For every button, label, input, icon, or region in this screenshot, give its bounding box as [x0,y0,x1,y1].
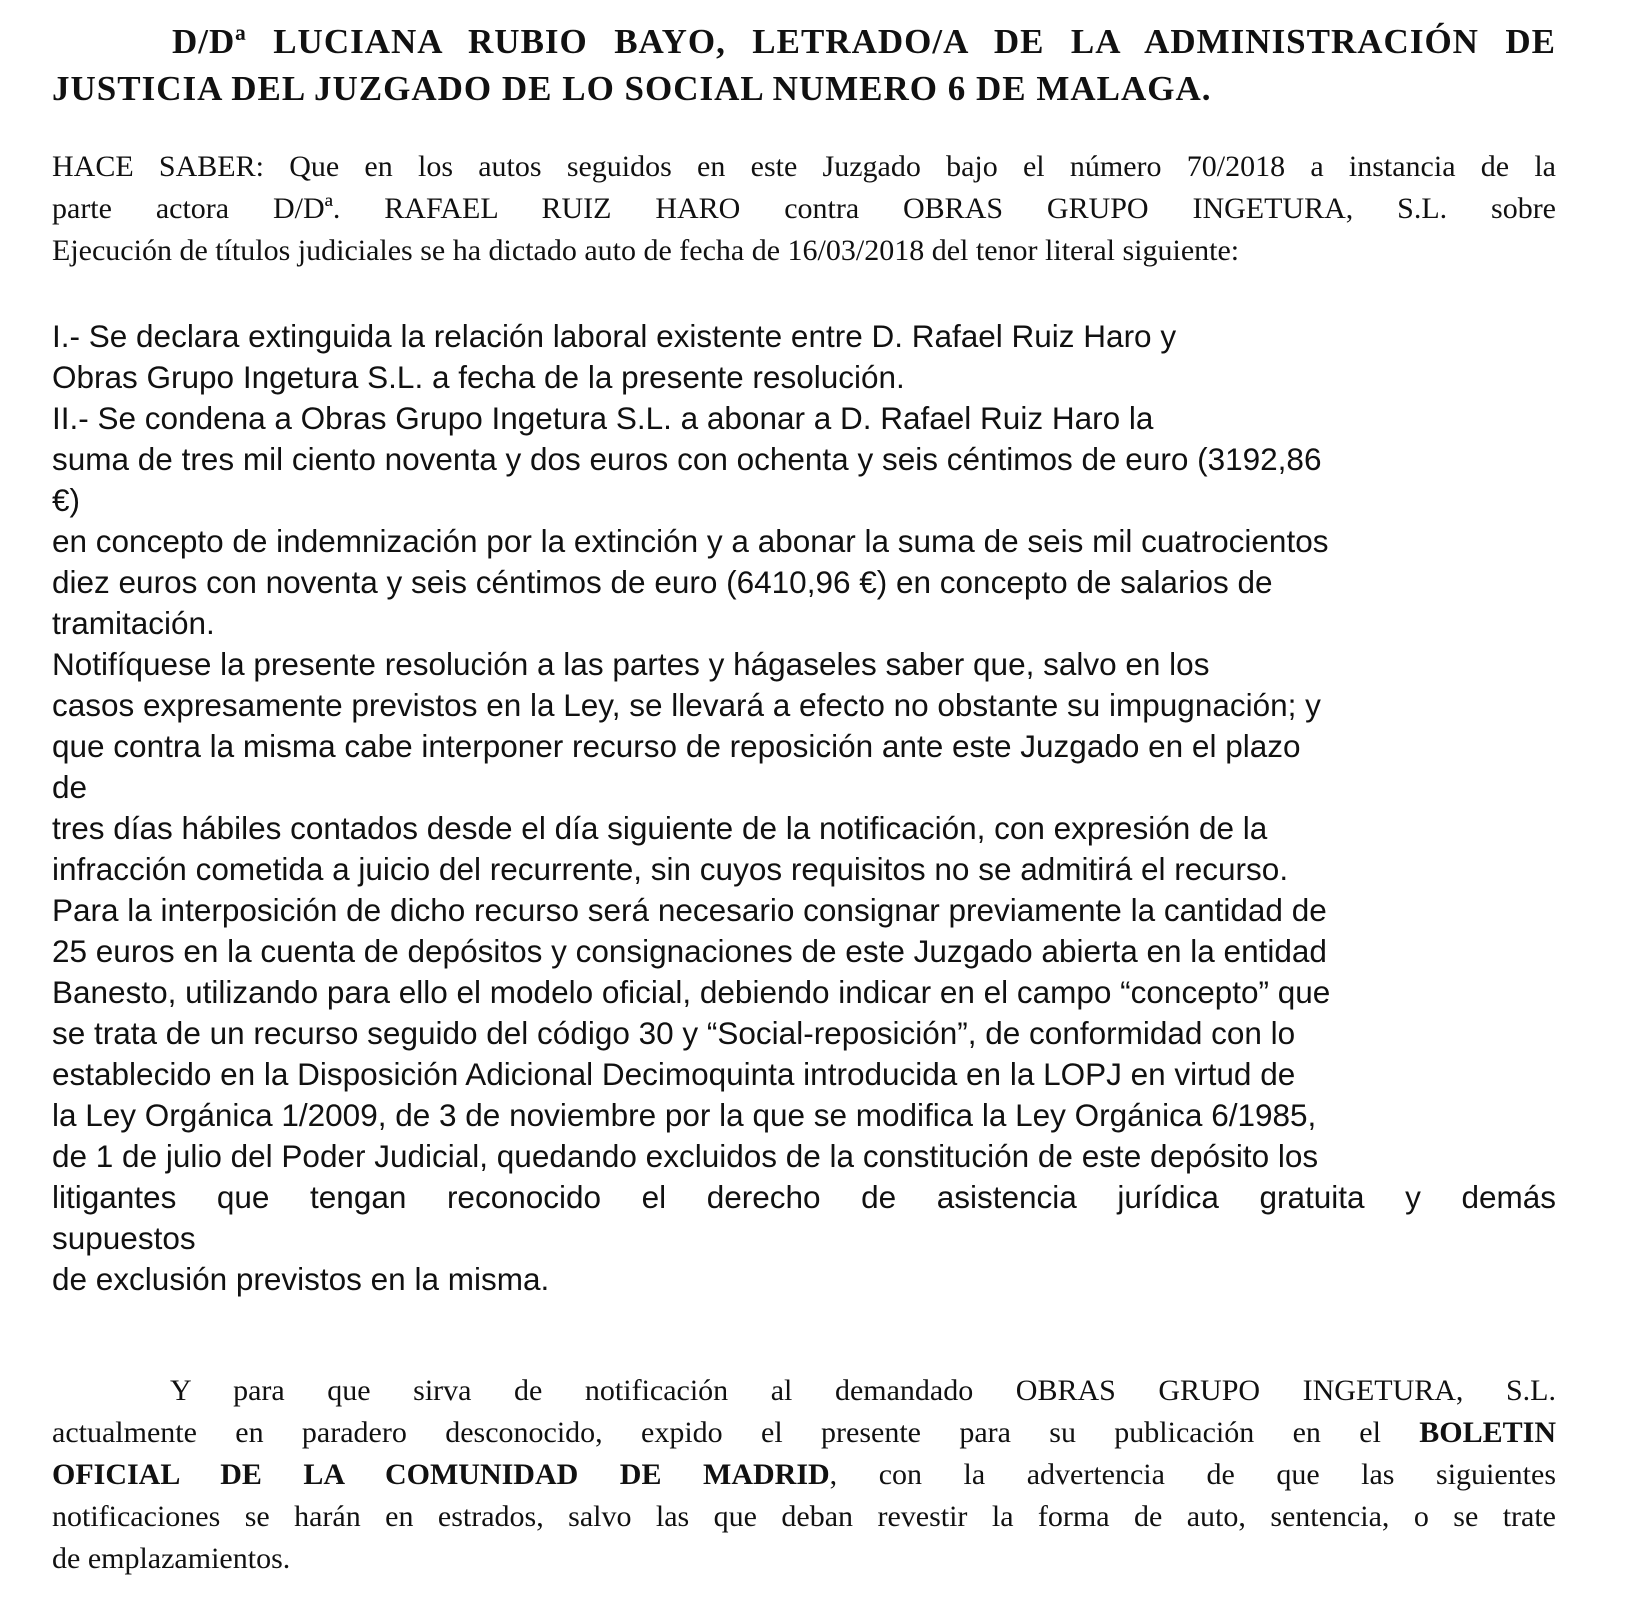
boletin-label: BOLETIN [1419,1416,1557,1449]
resolution-line: en concepto de indemnización por la extinción y a abonar la suma de seis mil cuatrocientos [52,523,1329,559]
resolution-line: tres días hábiles contados desde el día siguiente de la notificación, con expresión de la [52,810,1268,846]
intro-line-1: HACE SABER: Que en los autos seguidos en este Juzgado bajo el número 70/2018 a instancia de la [52,150,1556,183]
resolution-line: suma de tres mil ciento noventa y dos euros con ochenta y seis céntimos de euro (3192,86 [52,441,1322,477]
resolution-line: de [52,769,88,805]
resolution-line: Obras Grupo Ingetura S.L. a fecha de la presente resolución. [52,359,905,395]
resolution-line: €) [52,482,81,518]
bulletin-name: OFICIAL DE LA COMUNIDAD DE MADRID [52,1458,830,1491]
resolution-line: que contra la misma cabe interponer recurso de reposición ante este Juzgado en el plazo [52,728,1301,764]
closing-line-2 [52,1412,1556,1454]
resolution-line: la Ley Orgánica 1/2009, de 3 de noviembre por la que se modifica la Ley Orgánica 6/1985, [52,1097,1317,1133]
closing-paragraph [52,1370,1556,1580]
resolution-line: establecido en la Disposición Adicional Decimoquinta introducida en la LOPJ en virtud de [52,1056,1296,1092]
resolution-line: I.- Se declara extinguida la relación laboral existente entre D. Rafael Ruiz Haro y [52,318,1177,354]
heading-line-1: D/Dª LUCIANA RUBIO BAYO, LETRADO/A DE LA ADMINISTRACIÓN DE [172,22,1556,61]
resolution-line: Banesto, utilizando para ello el modelo oficial, debiendo indicar en el campo “concepto” que [52,974,1331,1010]
intro-paragraph [52,146,1556,272]
resolution-line: litigantes que tengan reconocido el derecho de asistencia jurídica gratuita y demás [52,1179,1556,1215]
resolution-line: casos expresamente previstos en la Ley, se llevará a efecto no obstante su impugnación; y [52,687,1321,723]
resolution-line: II.- Se condena a Obras Grupo Ingetura S.L. a abonar a D. Rafael Ruiz Haro la [52,400,1154,436]
resolution-line: de exclusión previstos en la misma. [52,1261,550,1297]
heading-line-2: JUSTICIA DEL JUZGADO DE LO SOCIAL NUMERO 6 DE MALAGA. [52,69,1212,108]
resolution-line: diez euros con noventa y seis céntimos de euro (6410,96 €) en concepto de salarios de [52,564,1273,600]
resolution-line: se trata de un recurso seguido del código 30 y “Social-reposición”, de conformidad con lo [52,1015,1296,1051]
resolution-line: tramitación. [52,605,215,641]
intro-line-3: Ejecución de títulos judiciales se ha dictado auto de fecha de 16/03/2018 del tenor literal siguiente: [52,234,1240,267]
closing-line-5: de emplazamientos. [52,1542,291,1575]
resolution-line: 25 euros en la cuenta de depósitos y consignaciones de este Juzgado abierta en la entidad [52,933,1327,969]
resolution-text [52,316,1556,1300]
resolution-line: Para la interposición de dicho recurso será necesario consignar previamente la cantidad de [52,892,1327,928]
closing-line-4: notificaciones se harán en estrados, salvo las que deban revestir la forma de auto, sentencia, o se trate [52,1500,1556,1533]
intro-line-2: parte actora D/Dª. RAFAEL RUIZ HARO contra OBRAS GRUPO INGETURA, S.L. sobre [52,192,1556,225]
closing-line-3 [52,1454,1556,1496]
resolution-line: Notifíquese la presente resolución a las partes y hágaseles saber que, salvo en los [52,646,1210,682]
resolution-line: supuestos [52,1220,196,1256]
resolution-line: de 1 de julio del Poder Judicial, quedando excluidos de la constitución de este depósito los [52,1138,1319,1174]
closing-line-1: Y para que sirva de notificación al demandado OBRAS GRUPO INGETURA, S.L. [170,1374,1556,1407]
resolution-line: infracción cometida a juicio del recurrente, sin cuyos requisitos no se admitirá el recurso. [52,851,1289,887]
closing-line-2-text: actualmente en paradero desconocido, expido el presente para su publicación en el [52,1416,1381,1449]
closing-line-3-text: , con la advertencia de que las siguientes [829,1458,1556,1491]
document-heading [52,18,1556,112]
